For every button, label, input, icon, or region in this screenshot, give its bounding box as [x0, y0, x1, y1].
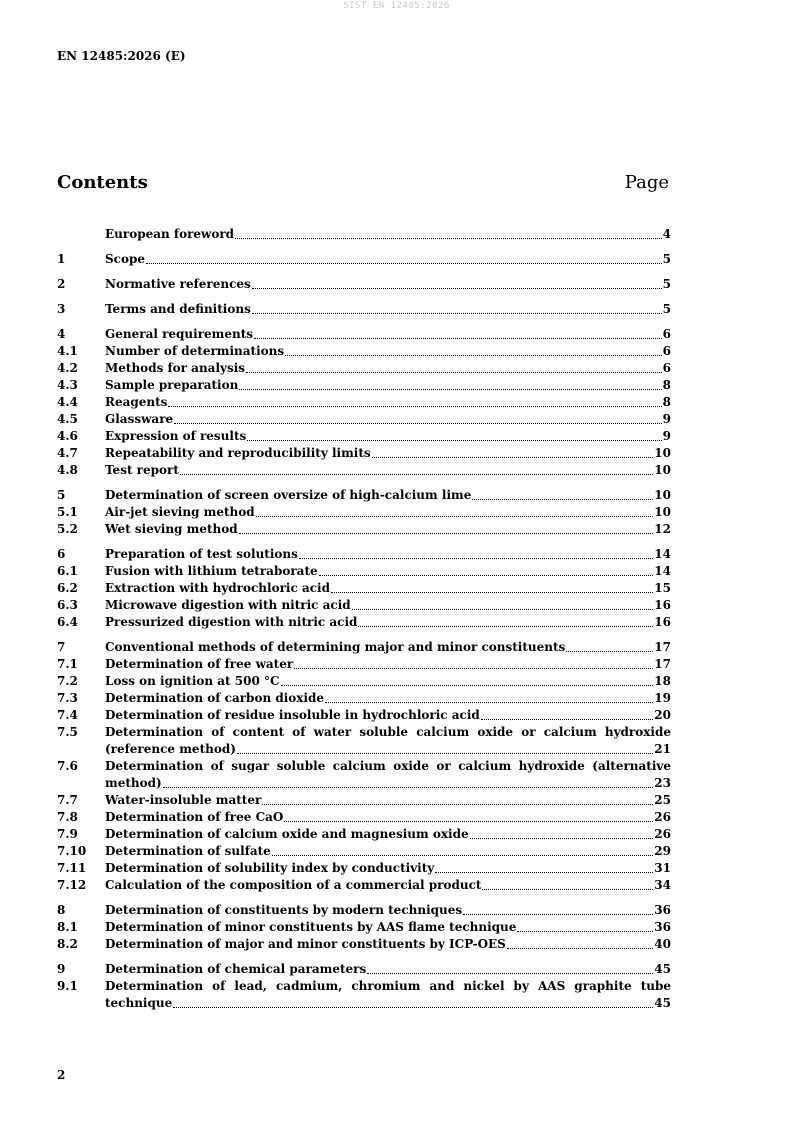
- toc-entry[interactable]: [57, 445, 671, 462]
- toc-entry[interactable]: [57, 504, 671, 521]
- toc-entry[interactable]: [57, 546, 671, 563]
- page-number: 2: [57, 1068, 66, 1082]
- toc-entry[interactable]: [57, 226, 671, 243]
- toc-entry-title: Determination of sulfate: [105, 843, 654, 860]
- toc-entry[interactable]: [57, 563, 671, 580]
- toc-entry-number: 7.1: [57, 657, 78, 671]
- toc-entry-title: Calculation of the composition of a commercial product: [105, 877, 654, 894]
- toc-entry-number: 6.3: [57, 598, 78, 612]
- toc-entry[interactable]: [57, 919, 671, 936]
- toc-entry-number: 7.11: [57, 861, 87, 875]
- toc-entry-number: 6.1: [57, 564, 78, 578]
- toc-entry-title: Expression of results: [105, 428, 663, 445]
- toc-entry-title: Determination of major and minor constituents by ICP-OES: [105, 936, 654, 953]
- toc-entry[interactable]: [57, 276, 671, 293]
- dot-leader: [254, 338, 662, 339]
- toc-entry-title: Reagents: [105, 394, 663, 411]
- dot-leader: [299, 558, 653, 559]
- toc-entry-page: 6: [662, 361, 671, 375]
- dot-leader: [272, 855, 653, 856]
- toc-entry[interactable]: [57, 301, 671, 318]
- toc-entry-title: Water-insoluble matter: [105, 792, 654, 809]
- dot-leader: [262, 804, 653, 805]
- dot-leader: [180, 474, 653, 475]
- toc-entry-page: 10: [654, 505, 671, 519]
- toc-entry[interactable]: [57, 487, 671, 504]
- dot-leader: [146, 263, 662, 264]
- toc-entry-title: General requirements: [105, 326, 663, 343]
- toc-entry-title: Methods for analysis: [105, 360, 663, 377]
- toc-entry[interactable]: [57, 758, 671, 792]
- toc-entry-number: 5.2: [57, 522, 78, 536]
- dot-leader: [470, 838, 654, 839]
- toc-entry-page: 8: [662, 378, 671, 392]
- dot-leader: [507, 948, 653, 949]
- toc-entry-number: 7.2: [57, 674, 78, 688]
- dot-leader: [284, 821, 653, 822]
- toc-entry-number: 8: [57, 903, 66, 917]
- toc-entry[interactable]: [57, 428, 671, 445]
- toc-entry-number: 4: [57, 327, 66, 341]
- dot-leader: [173, 1007, 653, 1008]
- toc-entry-page: 10: [654, 446, 671, 460]
- toc-entry-title: Conventional methods of determining major and minor constituents: [105, 639, 654, 656]
- toc-entry[interactable]: [57, 978, 671, 1012]
- toc-entry[interactable]: [57, 394, 671, 411]
- toc-entry-number: 7.7: [57, 793, 78, 807]
- toc-entry-number: 7.8: [57, 810, 78, 824]
- dot-leader: [481, 719, 653, 720]
- toc-entry-title: Extraction with hydrochloric acid: [105, 580, 654, 597]
- toc-entry-title: Glassware: [105, 411, 663, 428]
- dot-leader: [239, 389, 661, 390]
- toc-entry-number: 4.5: [57, 412, 78, 426]
- contents-heading: Contents: [57, 172, 148, 193]
- toc-entry[interactable]: [57, 902, 671, 919]
- dot-leader: [463, 914, 653, 915]
- toc-entry-page: 20: [654, 708, 671, 722]
- table-of-contents: [57, 226, 671, 1012]
- toc-entry-page: 26: [654, 810, 671, 824]
- toc-entry-page: 29: [654, 844, 671, 858]
- toc-entry[interactable]: [57, 377, 671, 394]
- toc-entry-title: Scope: [105, 251, 663, 268]
- toc-entry-title: Repeatability and reproducibility limits: [105, 445, 654, 462]
- toc-entry-title: Determination of constituents by modern techniques: [105, 902, 654, 919]
- toc-entry-page: 6: [662, 327, 671, 341]
- toc-entry-page: 6: [662, 344, 671, 358]
- toc-entry-number: 7.12: [57, 878, 87, 892]
- toc-entry[interactable]: [57, 961, 671, 978]
- toc-entry-page: 17: [654, 640, 671, 654]
- toc-entry-page: 18: [654, 674, 671, 688]
- dot-leader: [372, 457, 654, 458]
- dot-leader: [237, 753, 653, 754]
- toc-entry[interactable]: [57, 724, 671, 758]
- dot-leader: [294, 668, 653, 669]
- toc-entry-title: Air-jet sieving method: [105, 504, 654, 521]
- toc-entry-number: 4.4: [57, 395, 78, 409]
- toc-entry-page: 45: [654, 962, 671, 976]
- dot-leader: [472, 499, 653, 500]
- toc-entry-number: 4.6: [57, 429, 78, 443]
- toc-entry-title: [105, 978, 671, 1012]
- toc-entry-title-line2: technique: [105, 996, 173, 1010]
- toc-entry-title: Loss on ignition at 500 °C: [105, 673, 654, 690]
- toc-entry[interactable]: [57, 521, 671, 538]
- dot-leader: [168, 406, 661, 407]
- toc-entry-number: 4.8: [57, 463, 78, 477]
- toc-entry-page: 9: [662, 429, 671, 443]
- dot-leader: [435, 872, 653, 873]
- toc-entry-number: 7.10: [57, 844, 87, 858]
- toc-entry-page: 31: [654, 861, 671, 875]
- toc-entry-number: 4.1: [57, 344, 78, 358]
- toc-entry-title: Wet sieving method: [105, 521, 654, 538]
- dot-leader: [281, 685, 654, 686]
- toc-entry-title: Determination of free CaO: [105, 809, 654, 826]
- toc-entry-page: 15: [654, 581, 671, 595]
- toc-entry-page: 25: [654, 793, 671, 807]
- dot-leader: [517, 931, 653, 932]
- toc-entry-title: Test report: [105, 462, 654, 479]
- dot-leader: [285, 355, 662, 356]
- toc-entry-title: Determination of calcium oxide and magnesium oxide: [105, 826, 654, 843]
- dot-leader: [235, 238, 662, 239]
- toc-entry-page: 45: [654, 996, 671, 1010]
- toc-entry-number: 7.6: [57, 759, 78, 773]
- toc-entry-page: 5: [662, 302, 671, 316]
- toc-entry[interactable]: [57, 843, 671, 860]
- toc-entry-title: Normative references: [105, 276, 663, 293]
- toc-entry[interactable]: [57, 597, 671, 614]
- toc-entry-number: 3: [57, 302, 66, 316]
- toc-entry-page: 8: [662, 395, 671, 409]
- toc-entry-page: 23: [654, 776, 671, 790]
- toc-entry-number: 7.3: [57, 691, 78, 705]
- toc-entry-title: Terms and definitions: [105, 301, 663, 318]
- dot-leader: [252, 313, 662, 314]
- toc-entry-page: 14: [654, 564, 671, 578]
- toc-entry-title-line2: method): [105, 776, 162, 790]
- toc-entry-title: Determination of carbon dioxide: [105, 690, 654, 707]
- toc-entry-title-line2: (reference method): [105, 742, 236, 756]
- toc-entry-page: 21: [654, 742, 671, 756]
- toc-entry-number: 9.1: [57, 979, 78, 993]
- toc-entry-number: 4.3: [57, 378, 78, 392]
- dot-leader: [174, 423, 661, 424]
- toc-entry-page: 40: [654, 937, 671, 951]
- toc-entry-number: 9: [57, 962, 66, 976]
- toc-entry-title: Fusion with lithium tetraborate: [105, 563, 654, 580]
- toc-entry-number: 6.2: [57, 581, 78, 595]
- dot-leader: [482, 889, 653, 890]
- toc-entry-title: Determination of solubility index by conductivity: [105, 860, 654, 877]
- toc-entry-title: Number of determinations: [105, 343, 663, 360]
- toc-entry-title-line1: Determination of lead, cadmium, chromium and nickel by AAS graphite tube: [105, 979, 671, 993]
- toc-entry-page: 10: [654, 488, 671, 502]
- toc-entry-title: Determination of minor constituents by AAS flame technique: [105, 919, 654, 936]
- toc-entry[interactable]: [57, 936, 671, 953]
- toc-entry-title: European foreword: [105, 226, 663, 243]
- toc-entry-page: 36: [654, 903, 671, 917]
- page-column-label: Page: [624, 172, 669, 193]
- toc-entry-title: Determination of free water: [105, 656, 654, 673]
- toc-entry-number: 6: [57, 547, 66, 561]
- dot-leader: [252, 288, 662, 289]
- toc-entry-number: 8.2: [57, 937, 78, 951]
- toc-entry-title: Pressurized digestion with nitric acid: [105, 614, 654, 631]
- document-id: EN 12485:2026 (E): [57, 49, 186, 63]
- toc-entry-page: 9: [662, 412, 671, 426]
- dot-leader: [352, 609, 654, 610]
- toc-entry-title: Determination of residue insoluble in hydrochloric acid: [105, 707, 654, 724]
- toc-entry-title: Determination of screen oversize of high-calcium lime: [105, 487, 654, 504]
- toc-entry-number: 5: [57, 488, 66, 502]
- dot-leader: [566, 651, 653, 652]
- toc-entry-page: 10: [654, 463, 671, 477]
- toc-entry[interactable]: [57, 707, 671, 724]
- toc-entry-page: 16: [654, 615, 671, 629]
- toc-entry[interactable]: [57, 690, 671, 707]
- toc-entry-title: Determination of chemical parameters: [105, 961, 654, 978]
- toc-entry[interactable]: [57, 656, 671, 673]
- toc-entry-title: Microwave digestion with nitric acid: [105, 597, 654, 614]
- toc-entry-title: Sample preparation: [105, 377, 663, 394]
- toc-entry[interactable]: [57, 792, 671, 809]
- toc-entry-number: 8.1: [57, 920, 78, 934]
- watermark: SIST EN 12485:2026: [343, 1, 450, 11]
- dot-leader: [367, 973, 653, 974]
- toc-entry[interactable]: [57, 639, 671, 656]
- toc-entry-page: 5: [662, 252, 671, 266]
- toc-entry-number: 6.4: [57, 615, 78, 629]
- toc-entry-title: Preparation of test solutions: [105, 546, 654, 563]
- toc-entry-title-line1: Determination of sugar soluble calcium oxide or calcium hydroxide (alternative: [105, 759, 671, 773]
- dot-leader: [325, 702, 653, 703]
- dot-leader: [246, 372, 662, 373]
- dot-leader: [358, 626, 653, 627]
- dot-leader: [239, 533, 654, 534]
- toc-entry[interactable]: [57, 462, 671, 479]
- toc-entry[interactable]: [57, 877, 671, 894]
- toc-entry[interactable]: [57, 326, 671, 343]
- toc-entry-number: 7: [57, 640, 66, 654]
- toc-entry-page: 34: [654, 878, 671, 892]
- toc-entry[interactable]: [57, 580, 671, 597]
- toc-entry[interactable]: [57, 826, 671, 843]
- toc-entry-page: 36: [654, 920, 671, 934]
- toc-entry-page: 19: [654, 691, 671, 705]
- toc-entry[interactable]: [57, 860, 671, 877]
- dot-leader: [331, 592, 653, 593]
- toc-entry[interactable]: [57, 809, 671, 826]
- dot-leader: [163, 787, 654, 788]
- toc-entry-number: 5.1: [57, 505, 78, 519]
- toc-entry-number: 7.5: [57, 725, 78, 739]
- toc-entry-number: 7.9: [57, 827, 78, 841]
- toc-entry-page: 16: [654, 598, 671, 612]
- toc-entry[interactable]: [57, 673, 671, 690]
- toc-entry-number: 1: [57, 252, 66, 266]
- toc-entry-title: [105, 758, 671, 792]
- toc-entry[interactable]: [57, 360, 671, 377]
- toc-entry-page: 17: [654, 657, 671, 671]
- toc-entry-number: 7.4: [57, 708, 78, 722]
- toc-entry[interactable]: [57, 614, 671, 631]
- toc-entry-number: 2: [57, 277, 66, 291]
- toc-entry-title: [105, 724, 671, 758]
- toc-entry[interactable]: [57, 411, 671, 428]
- dot-leader: [256, 516, 654, 517]
- toc-entry-number: 4.2: [57, 361, 78, 375]
- toc-entry-page: 4: [662, 227, 671, 241]
- dot-leader: [319, 575, 654, 576]
- toc-entry-page: 5: [662, 277, 671, 291]
- toc-entry-page: 26: [654, 827, 671, 841]
- dot-leader: [247, 440, 661, 441]
- toc-entry-number: 4.7: [57, 446, 78, 460]
- toc-entry-page: 14: [654, 547, 671, 561]
- toc-entry[interactable]: [57, 251, 671, 268]
- toc-entry-title-line1: Determination of content of water soluble calcium oxide or calcium hydroxide: [105, 725, 671, 739]
- toc-entry[interactable]: [57, 343, 671, 360]
- toc-entry-page: 12: [654, 522, 671, 536]
